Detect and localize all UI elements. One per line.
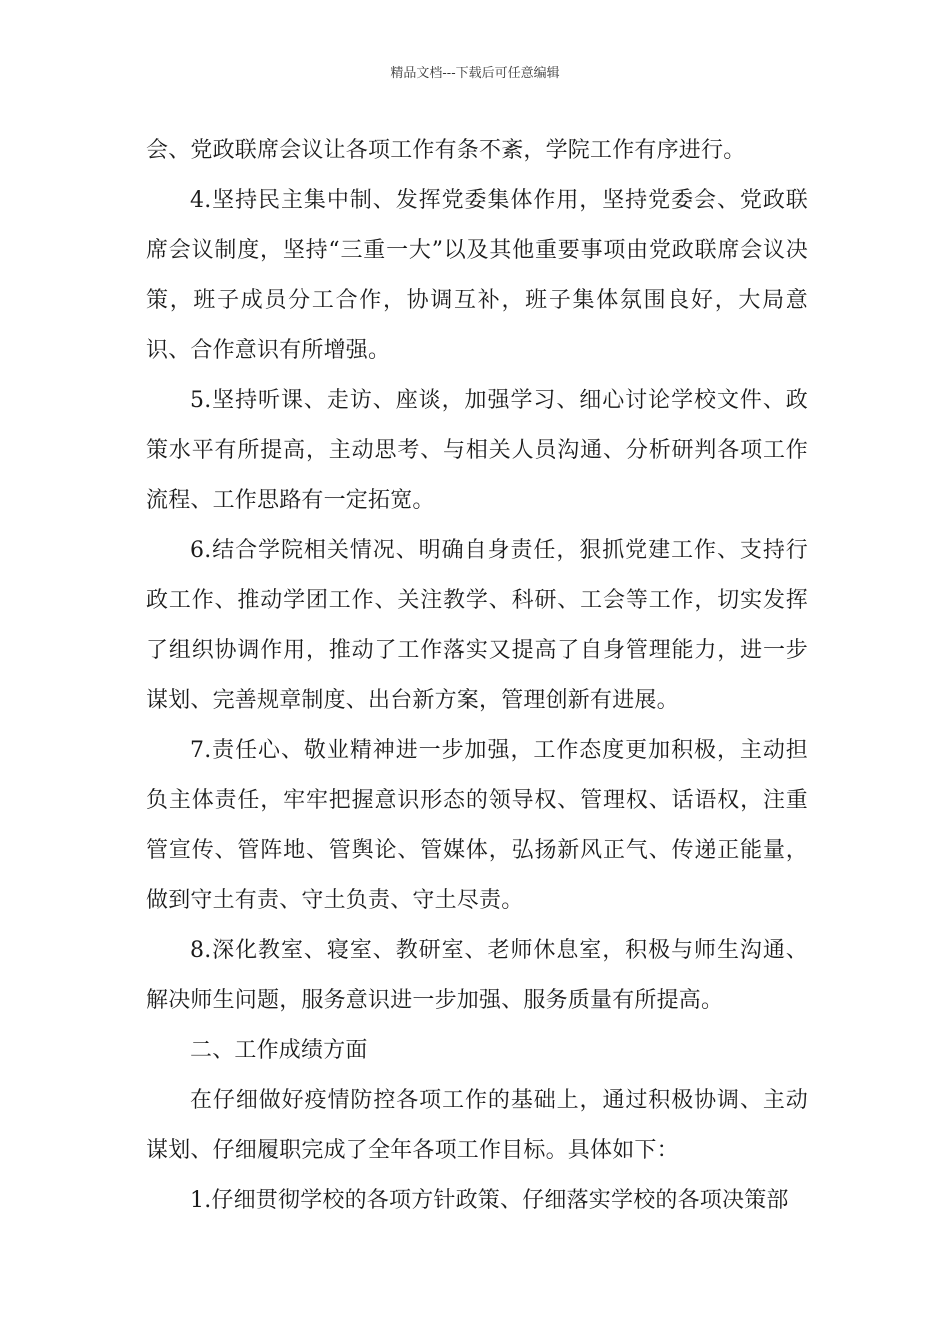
- paragraph-item-1: 1.仔细贯彻学校的各项方针政策、仔细落实学校的各项决策部: [190, 1188, 789, 1213]
- document-body: [146, 126, 808, 1226]
- paragraph-item-7: 7.责任心、敬业精神进一步加强，工作态度更加积极，主动担负主体责任，牢牢把握意识形态的领导权、管理权、话语权，注重管宣传、管阵地、管舆论、管媒体，弘扬新风正气、传递正能量，做到守土有责、守土负责、守土尽责。: [146, 738, 808, 913]
- paragraph-intro: 在仔细做好疫情防控各项工作的基础上，通过积极协调、主动谋划、仔细履职完成了全年各项工作目标。具体如下：: [146, 1088, 808, 1163]
- paragraph-item-6: 6.结合学院相关情况、明确自身责任，狠抓党建工作、支持行政工作、推动学团工作、关注教学、科研、工会等工作，切实发挥了组织协调作用，推动了工作落实又提高了自身管理能力，进一步谋划、完善规章制度、出台新方案，管理创新有进展。: [146, 538, 808, 713]
- paragraph-item-5: 5.坚持听课、走访、座谈，加强学习、细心讨论学校文件、政策水平有所提高，主动思考、与相关人员沟通、分析研判各项工作流程、工作思路有一定拓宽。: [146, 388, 808, 513]
- paragraph-item-8: 8.深化教室、寝室、教研室、老师休息室，积极与师生沟通、解决师生问题，服务意识进一步加强、服务质量有所提高。: [146, 938, 808, 1013]
- page-header: 精品文档---下载后可任意编辑: [390, 66, 560, 81]
- paragraph-continuation: 会、党政联席会议让各项工作有条不紊，学院工作有序进行。: [146, 138, 746, 163]
- section-heading: 二、工作成绩方面: [190, 1038, 368, 1063]
- paragraph-item-4: 4.坚持民主集中制、发挥党委集体作用，坚持党委会、党政联席会议制度，坚持“三重一大”以及其他重要事项由党政联席会议决策，班子成员分工合作，协调互补，班子集体氛围良好，大局意识、合作意识有所增强。: [146, 188, 808, 363]
